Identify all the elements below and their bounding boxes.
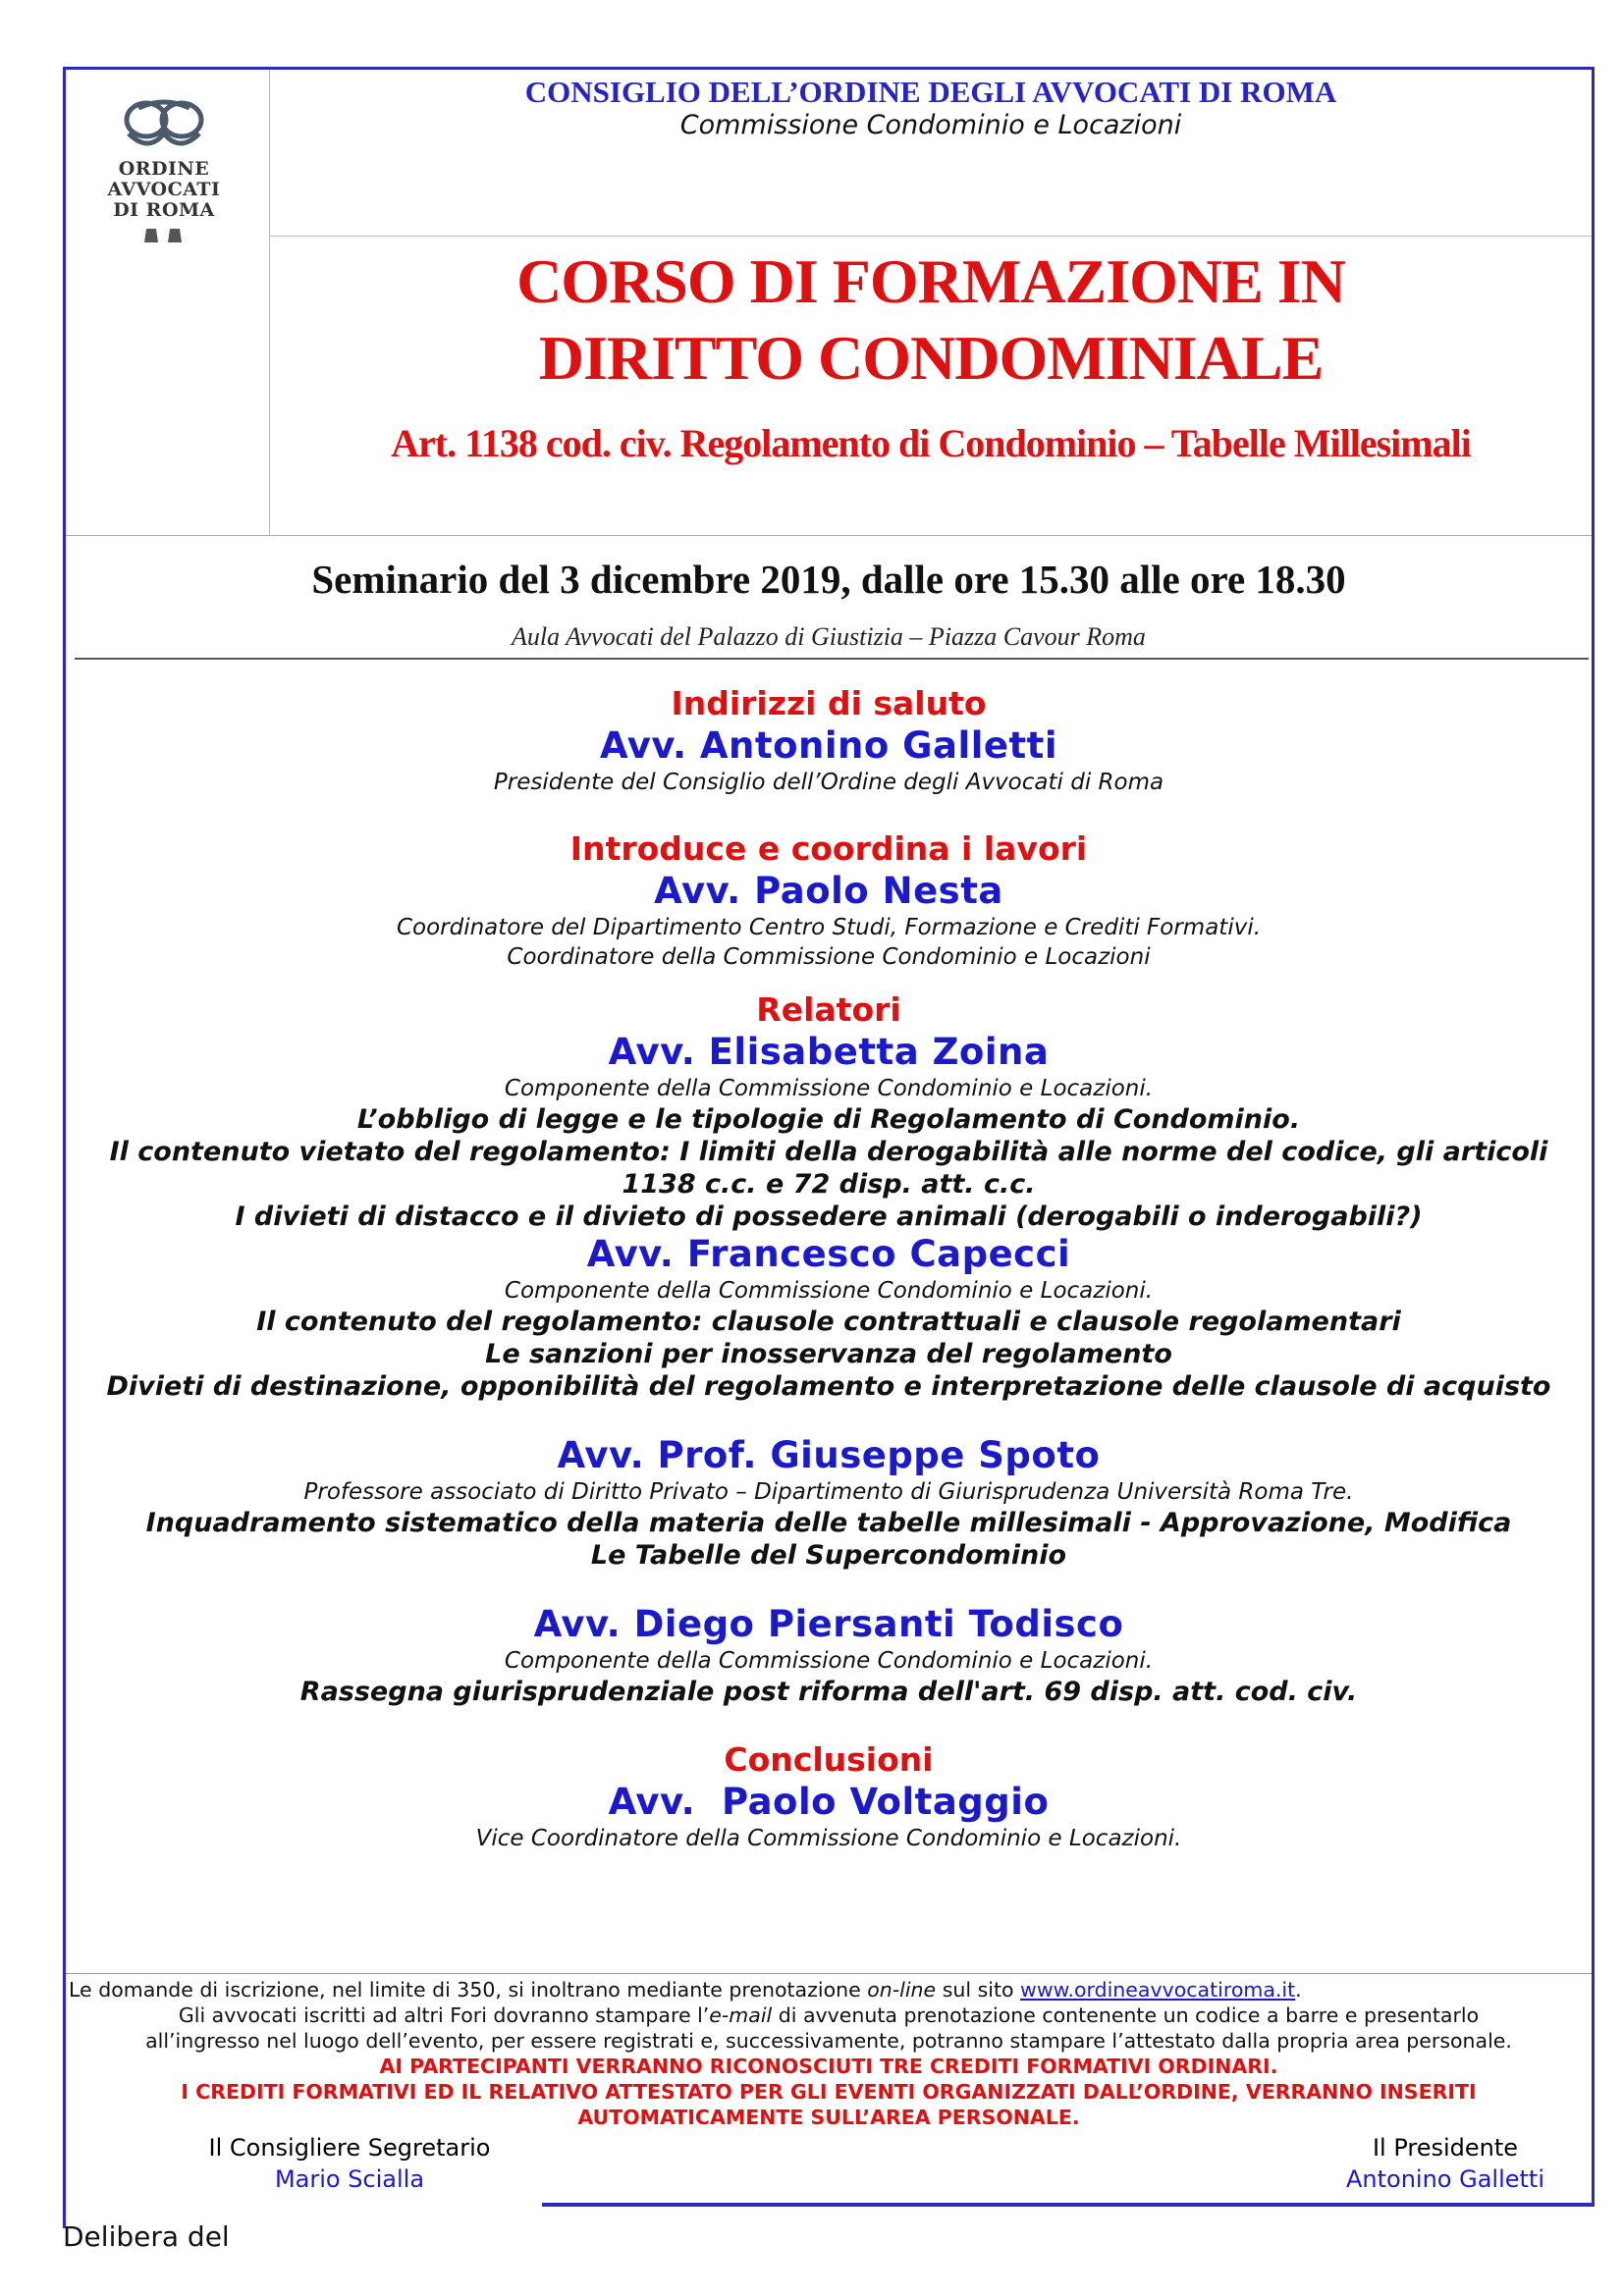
- credits-notice-2: I CREDITI FORMATIVI ED IL RELATIVO ATTESTATO PER GLI EVENTI ORGANIZZATI DALL’ORDINE, VERRANNO INSERITI: [181, 2080, 1477, 2104]
- registration-notes: [63, 1977, 1595, 2130]
- registration-line-2-c: di avvenuta prenotazione contenente un codice a barre e presentarlo: [772, 2003, 1480, 2027]
- president-title: Il Presidente: [1372, 2134, 1519, 2162]
- speaker-4-name: Avv. Diego Piersanti Todisco: [533, 1603, 1124, 1645]
- intro-speaker: Avv. Paolo Nesta: [654, 870, 1003, 912]
- venue-divider: [75, 658, 1589, 660]
- registration-line-3: all’ingresso nel luogo dell’evento, per essere registrati e, successivamente, potranno stampare l’attestato dalla propria area personale.: [145, 2029, 1512, 2053]
- conclusions-role: Vice Coordinatore della Commissione Condominio e Locazioni.: [475, 1826, 1182, 1851]
- footer-divider: [66, 1973, 1592, 1974]
- logo-text-3: DI ROMA: [113, 199, 215, 221]
- registration-line-1: [63, 1977, 1595, 2002]
- speakers-title: Relatori: [756, 990, 901, 1029]
- seminar-venue: Aula Avvocati del Palazzo di Giustizia – Piazza Cavour Roma: [512, 622, 1146, 651]
- speaker-4-role: Componente della Commissione Condominio e Locazioni.: [504, 1648, 1154, 1674]
- logo-text-1: ORDINE: [118, 158, 210, 180]
- greetings-speaker: Avv. Antonino Galletti: [599, 724, 1058, 767]
- registration-line-2-a: Gli avvocati iscritti ad altri Fori dovranno stampare l’: [178, 2003, 710, 2027]
- speaker-3-role: Professore associato di Diritto Privato – Dipartimento di Giurisprudenza Università Roma Tre.: [303, 1479, 1354, 1505]
- registration-text-a: Le domande di iscrizione, nel limite di 350, si inoltrano mediante prenotazione: [69, 1978, 868, 2002]
- intro-role-2: Coordinatore della Commissione Condominio e Locazioni: [507, 944, 1151, 970]
- website-link[interactable]: www.ordineavvocatiroma.it: [1020, 1978, 1296, 2002]
- course-title-line-1: CORSO DI FORMAZIONE IN: [516, 246, 1345, 316]
- secretary-name: Mario Scialla: [274, 2165, 425, 2193]
- intro-title: Introduce e coordina i lavori: [569, 829, 1088, 868]
- commission-name: Commissione Condominio e Locazioni: [679, 110, 1182, 140]
- credits-notice-1: AI PARTECIPANTI VERRANNO RICONOSCIUTI TRE CREDITI FORMATIVI ORDINARI.: [379, 2055, 1278, 2078]
- speaker-2-topic-3: Divieti di destinazione, opponibilità del regolamento e interpretazione delle clausole di acquisto: [106, 1371, 1551, 1402]
- order-logo: [105, 94, 223, 246]
- logo-column-marks: [105, 227, 223, 246]
- speaker-1-topic-2: Il contenuto vietato del regolamento: I limiti della derogabilità alle norme del codice, gli articoli: [109, 1137, 1548, 1167]
- speaker-1-name: Avv. Elisabetta Zoina: [608, 1031, 1050, 1073]
- logo-text-2: AVVOCATI: [107, 179, 221, 200]
- delibera-label: Delibera del: [63, 2220, 230, 2253]
- registration-line-2: [63, 2002, 1595, 2028]
- greetings-title: Indirizzi di saluto: [671, 684, 987, 722]
- speaker-2-role: Componente della Commissione Condominio e Locazioni.: [504, 1278, 1154, 1304]
- course-title-line-2: DIRITTO CONDOMINIALE: [538, 323, 1324, 393]
- registration-text-c: sul sito: [936, 1978, 1021, 2002]
- signature-president: [1308, 2132, 1583, 2195]
- speaker-1-topic-1: L’obbligo di legge e le tipologie di Regolamento di Condominio.: [356, 1104, 1301, 1135]
- speaker-1-topic-3: 1138 c.c. e 72 disp. att. c.c.: [622, 1169, 1036, 1200]
- speaker-2-topic-1: Il contenuto del regolamento: clausole contrattuali e clausole regolamentari: [256, 1307, 1401, 1337]
- council-name: CONSIGLIO DELL’ORDINE DEGLI AVVOCATI DI ROMA: [524, 75, 1337, 109]
- seminar-date: Seminario del 3 dicembre 2019, dalle ore 15.30 alle ore 18.30: [311, 557, 1346, 602]
- registration-email: e-mail: [709, 2003, 773, 2027]
- speaker-1-topic-4: I divieti di distacco e il divieto di possedere animali (derogabili o inderogabili?): [235, 1201, 1423, 1232]
- course-title: [270, 243, 1592, 397]
- greetings-role: Presidente del Consiglio dell’Ordine degli Avvocati di Roma: [493, 770, 1164, 795]
- knot-logo-icon: [119, 94, 209, 155]
- frame-left-tail: [63, 2160, 66, 2228]
- columns-icon: [142, 227, 186, 242]
- speaker-2-topic-2: Le sanzioni per inosservanza del regolamento: [485, 1339, 1172, 1369]
- secretary-title: Il Consigliere Segretario: [208, 2134, 491, 2162]
- header-divider: [270, 236, 1592, 237]
- signature-secretary: [192, 2132, 507, 2195]
- intro-role-1: Coordinatore del Dipartimento Centro Studi, Formazione e Crediti Formativi.: [396, 915, 1262, 940]
- conclusions-title: Conclusioni: [724, 1740, 934, 1779]
- program: [66, 683, 1592, 1853]
- registration-text-d: .: [1295, 1978, 1302, 2002]
- speaker-4-topic-1: Rassegna giurisprudenziale post riforma dell'art. 69 disp. att. cod. civ.: [299, 1677, 1358, 1707]
- speaker-3-topic-1: Inquadramento sistematico della materia delle tabelle millesimali - Approvazione, Modifica: [145, 1508, 1512, 1538]
- speaker-1-role: Componente della Commissione Condominio e Locazioni.: [504, 1076, 1154, 1101]
- speaker-3-topic-2: Le Tabelle del Supercondominio: [590, 1540, 1067, 1571]
- speaker-3-name: Avv. Prof. Giuseppe Spoto: [557, 1434, 1101, 1476]
- speaker-2-name: Avv. Francesco Capecci: [586, 1233, 1071, 1275]
- credits-notice-3: AUTOMATICAMENTE SULL’AREA PERSONALE.: [577, 2106, 1080, 2129]
- registration-online: on-line: [867, 1978, 937, 2002]
- header-bottom-divider: [66, 535, 1592, 536]
- president-name: Antonino Galletti: [1345, 2165, 1545, 2193]
- conclusions-speaker: Avv. Paolo Voltaggio: [608, 1781, 1050, 1823]
- course-subtitle: Art. 1138 cod. civ. Regolamento di Condominio – Tabelle Millesimali: [391, 421, 1471, 465]
- bottom-rule: [542, 2203, 1595, 2207]
